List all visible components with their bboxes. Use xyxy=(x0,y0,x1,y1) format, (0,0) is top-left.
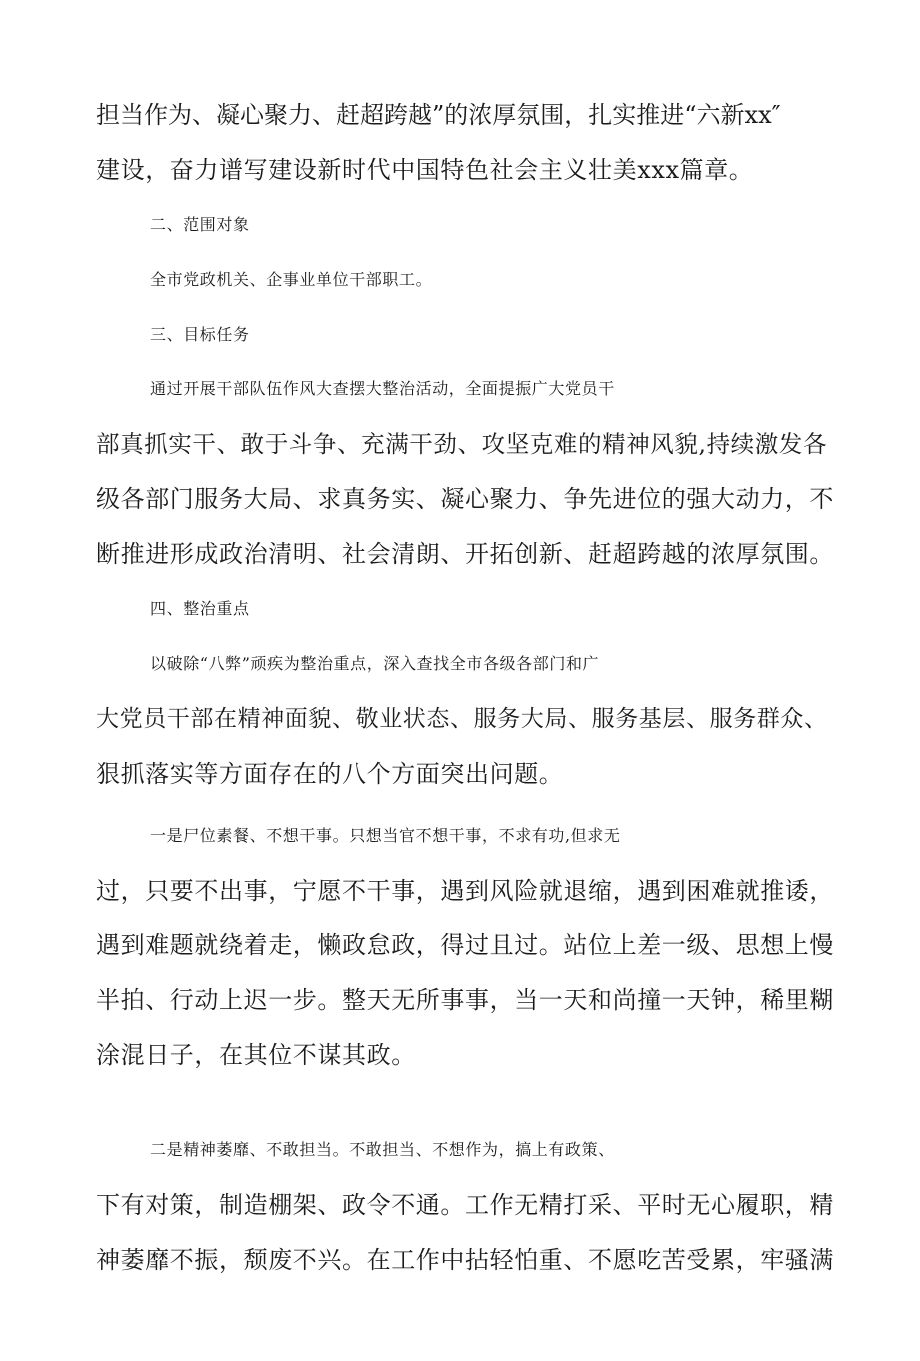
body-text-line: 级各部门服务大局、求真务实、凝心聚力、争先进位的强大动力，不 xyxy=(96,485,834,513)
body-text-line: 遇到难题就绕着走，懒政怠政，得过且过。站位上差一级、思想上慢 xyxy=(96,931,834,959)
body-text-line: 担当作为、凝心聚力、赶超跨越”的浓厚氛围，扎实推进“六新xx″ xyxy=(96,101,781,129)
body-text-line: 二是精神萎靡、不敢担当。不敢担当、不想作为，搞上有政策、 xyxy=(150,1140,615,1159)
section-heading-goals: 三、目标任务 xyxy=(150,325,250,344)
body-text-line: 神萎靡不振，颓废不兴。在工作中拈轻怕重、不愿吃苦受累，牢骚满 xyxy=(96,1246,834,1274)
body-text-line: 部真抓实干、敢于斗争、充满干劲、攻坚克难的精神风貌,持续激发各 xyxy=(96,430,828,458)
body-text-line: 建设，奋力谱写建设新时代中国特色社会主义壮美xxx篇章。 xyxy=(96,156,754,184)
body-text-line: 狠抓落实等方面存在的八个方面突出问题。 xyxy=(96,760,564,788)
body-text-line: 过，只要不出事，宁愿不干事，遇到风险就退缩，遇到困难就推诿， xyxy=(96,877,834,905)
section-heading-scope: 二、范围对象 xyxy=(150,215,250,234)
body-text-line: 大党员干部在精神面貌、敬业状态、服务大局、服务基层、服务群众、 xyxy=(96,706,828,732)
section-heading-key-points: 四、整治重点 xyxy=(150,599,250,618)
body-text-line: 通过开展干部队伍作风大查摆大整治活动，全面提振广大党员干 xyxy=(150,379,615,398)
body-text-line: 下有对策，制造棚架、政令不通。工作无精打采、平时无心履职，精 xyxy=(96,1191,834,1219)
body-text-line: 断推进形成政治清明、社会清朗、开拓创新、赶超跨越的浓厚氛围。 xyxy=(96,540,834,568)
body-text-line: 涂混日子，在其位不谋其政。 xyxy=(96,1041,416,1069)
body-text-line: 半拍、行动上迟一步。整天无所事事，当一天和尚撞一天钟，稀里糊 xyxy=(96,986,834,1014)
body-text-line: 以破除“八弊”顽疾为整治重点，深入查找全市各级各部门和广 xyxy=(150,654,600,673)
body-text-line: 全市党政机关、企事业单位干部职工。 xyxy=(150,270,433,289)
body-text-line: 一是尸位素餐、不想干事。只想当官不想干事，不求有功,但求无 xyxy=(150,826,621,845)
